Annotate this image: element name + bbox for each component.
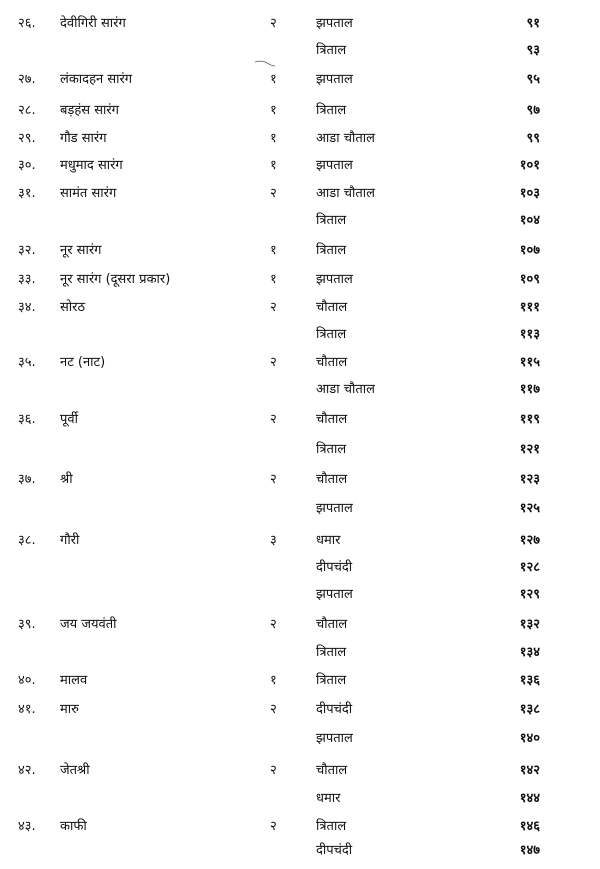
entry-number: ३६. bbox=[18, 412, 36, 427]
index-row bbox=[0, 615, 600, 635]
page-number: ९५ bbox=[526, 72, 540, 87]
raga-name: बड़हंस सारंग bbox=[60, 103, 119, 118]
index-row bbox=[0, 789, 600, 809]
tala-name: झपताल bbox=[316, 16, 353, 31]
raga-name: जय जयवंती bbox=[60, 617, 117, 632]
page-number: ११९ bbox=[519, 412, 540, 427]
index-row bbox=[0, 585, 600, 605]
page-number: १३४ bbox=[519, 645, 540, 660]
entry-number: ३७. bbox=[18, 472, 36, 487]
page-number: ९१ bbox=[526, 16, 540, 31]
tala-name: झपताल bbox=[316, 272, 353, 287]
index-row bbox=[0, 817, 600, 837]
composition-count: १ bbox=[270, 243, 277, 258]
index-row bbox=[0, 14, 600, 34]
tala-name: आडा चौताल bbox=[316, 382, 375, 397]
index-row bbox=[0, 729, 600, 749]
page-number: १२९ bbox=[519, 587, 540, 602]
page-number: ११७ bbox=[519, 382, 540, 397]
entry-number: २९. bbox=[18, 131, 36, 146]
index-row bbox=[0, 531, 600, 551]
index-row bbox=[0, 380, 600, 400]
tala-name: त्रिताल bbox=[316, 213, 347, 228]
tala-name: त्रिताल bbox=[316, 673, 347, 688]
tala-name: झपताल bbox=[316, 587, 353, 602]
composition-count: २ bbox=[270, 300, 277, 315]
raga-name: लंकादहन सारंग bbox=[60, 72, 133, 87]
index-row bbox=[0, 184, 600, 204]
tala-name: त्रिताल bbox=[316, 442, 347, 457]
index-row bbox=[0, 241, 600, 261]
composition-count: २ bbox=[270, 763, 277, 778]
index-row bbox=[0, 129, 600, 149]
entry-number: ३८. bbox=[18, 533, 36, 548]
tala-name: चौताल bbox=[316, 617, 348, 632]
raga-name: पूर्वी bbox=[60, 412, 78, 427]
tala-name: झपताल bbox=[316, 731, 353, 746]
page-number: १४७ bbox=[519, 843, 540, 858]
raga-name: सोरठ bbox=[60, 300, 86, 315]
composition-count: ३ bbox=[270, 533, 277, 548]
tala-name: त्रिताल bbox=[316, 103, 347, 118]
page-number: १४६ bbox=[519, 819, 540, 834]
tala-name: त्रिताल bbox=[316, 645, 347, 660]
tala-name: चौताल bbox=[316, 472, 348, 487]
raga-name: नूर सारंग (दूसरा प्रकार) bbox=[60, 272, 171, 287]
page-number: १०१ bbox=[519, 158, 540, 173]
page-number: ९७ bbox=[526, 103, 540, 118]
composition-count: २ bbox=[270, 472, 277, 487]
entry-number: ३०. bbox=[18, 158, 36, 173]
entry-number: ४१. bbox=[18, 702, 36, 717]
composition-count: १ bbox=[270, 272, 277, 287]
raga-name: गौरी bbox=[60, 533, 80, 548]
tala-name: चौताल bbox=[316, 355, 348, 370]
index-row bbox=[0, 156, 600, 176]
index-row bbox=[0, 440, 600, 460]
entry-number: ३९. bbox=[18, 617, 36, 632]
tala-name: झपताल bbox=[316, 501, 353, 516]
stray-pen-mark bbox=[254, 60, 276, 68]
entry-number: ४२. bbox=[18, 763, 36, 778]
raga-name: नट (नाट) bbox=[60, 355, 106, 370]
page-number: १०४ bbox=[519, 213, 540, 228]
composition-count: २ bbox=[270, 16, 277, 31]
raga-name: काफी bbox=[60, 819, 87, 834]
index-row bbox=[0, 325, 600, 345]
composition-count: १ bbox=[270, 131, 277, 146]
tala-name: झपताल bbox=[316, 72, 353, 87]
page-number: ११३ bbox=[519, 327, 540, 342]
tala-name: धमार bbox=[316, 533, 341, 548]
page-number: १२५ bbox=[519, 501, 540, 516]
page-number: १२३ bbox=[519, 472, 540, 487]
raga-name: नूर सारंग bbox=[60, 243, 102, 258]
page-number: १२१ bbox=[519, 442, 540, 457]
tala-name: चौताल bbox=[316, 412, 348, 427]
tala-name: चौताल bbox=[316, 300, 348, 315]
page-number: १०७ bbox=[519, 243, 540, 258]
tala-name: त्रिताल bbox=[316, 819, 347, 834]
index-row bbox=[0, 41, 600, 61]
page-number: ११५ bbox=[519, 355, 540, 370]
page-number: ९९ bbox=[526, 131, 540, 146]
page-number: १११ bbox=[519, 300, 540, 315]
page-number: १३२ bbox=[519, 617, 540, 632]
tala-name: आडा चौताल bbox=[316, 131, 375, 146]
page-number: १३८ bbox=[519, 702, 540, 717]
tala-name: दीपचंदी bbox=[316, 702, 353, 717]
entry-number: ३१. bbox=[18, 186, 36, 201]
index-row bbox=[0, 700, 600, 720]
page-number: १४४ bbox=[519, 791, 540, 806]
page-number: १४० bbox=[519, 731, 540, 746]
index-row bbox=[0, 470, 600, 490]
index-row bbox=[0, 211, 600, 231]
tala-name: झपताल bbox=[316, 158, 353, 173]
composition-count: २ bbox=[270, 702, 277, 717]
index-row bbox=[0, 353, 600, 373]
raga-name: गौड सारंग bbox=[60, 131, 107, 146]
entry-number: ४३. bbox=[18, 819, 36, 834]
tala-name: त्रिताल bbox=[316, 327, 347, 342]
tala-name: त्रिताल bbox=[316, 43, 347, 58]
index-row bbox=[0, 410, 600, 430]
entry-number: ४०. bbox=[18, 673, 36, 688]
raga-name: मधुमाद सारंग bbox=[60, 158, 123, 173]
page-number: १२८ bbox=[519, 560, 540, 575]
page-number: १२७ bbox=[519, 533, 540, 548]
index-row bbox=[0, 841, 600, 861]
page-number: ९३ bbox=[526, 43, 540, 58]
raga-name: श्री bbox=[60, 472, 73, 487]
tala-name: आडा चौताल bbox=[316, 186, 375, 201]
index-row bbox=[0, 70, 600, 90]
raga-name: जेतश्री bbox=[60, 763, 90, 778]
page-number: १३६ bbox=[519, 673, 540, 688]
composition-count: २ bbox=[270, 617, 277, 632]
composition-count: २ bbox=[270, 186, 277, 201]
composition-count: १ bbox=[270, 72, 277, 87]
entry-number: ३४. bbox=[18, 300, 36, 315]
index-row bbox=[0, 298, 600, 318]
index-row bbox=[0, 101, 600, 121]
entry-number: २७. bbox=[18, 72, 36, 87]
index-row bbox=[0, 761, 600, 781]
index-row bbox=[0, 671, 600, 691]
raga-name: सामंत सारंग bbox=[60, 186, 117, 201]
composition-count: १ bbox=[270, 103, 277, 118]
tala-name: त्रिताल bbox=[316, 243, 347, 258]
composition-count: २ bbox=[270, 819, 277, 834]
entry-number: ३२. bbox=[18, 243, 36, 258]
entry-number: ३५. bbox=[18, 355, 36, 370]
page-number: १०९ bbox=[519, 272, 540, 287]
entry-number: २८. bbox=[18, 103, 36, 118]
page-number: १४२ bbox=[519, 763, 540, 778]
page-number: १०३ bbox=[519, 186, 540, 201]
tala-name: दीपचंदी bbox=[316, 560, 353, 575]
entry-number: २६. bbox=[18, 16, 36, 31]
index-row bbox=[0, 643, 600, 663]
index-row bbox=[0, 499, 600, 519]
composition-count: २ bbox=[270, 355, 277, 370]
raga-name: मालव bbox=[60, 673, 88, 688]
raga-name: देवीगिरी सारंग bbox=[60, 16, 126, 31]
tala-name: दीपचंदी bbox=[316, 843, 353, 858]
composition-count: २ bbox=[270, 412, 277, 427]
index-row bbox=[0, 558, 600, 578]
index-row bbox=[0, 270, 600, 290]
entry-number: ३३. bbox=[18, 272, 36, 287]
tala-name: धमार bbox=[316, 791, 341, 806]
tala-name: चौताल bbox=[316, 763, 348, 778]
composition-count: १ bbox=[270, 673, 277, 688]
composition-count: १ bbox=[270, 158, 277, 173]
raga-name: मारु bbox=[60, 702, 79, 717]
